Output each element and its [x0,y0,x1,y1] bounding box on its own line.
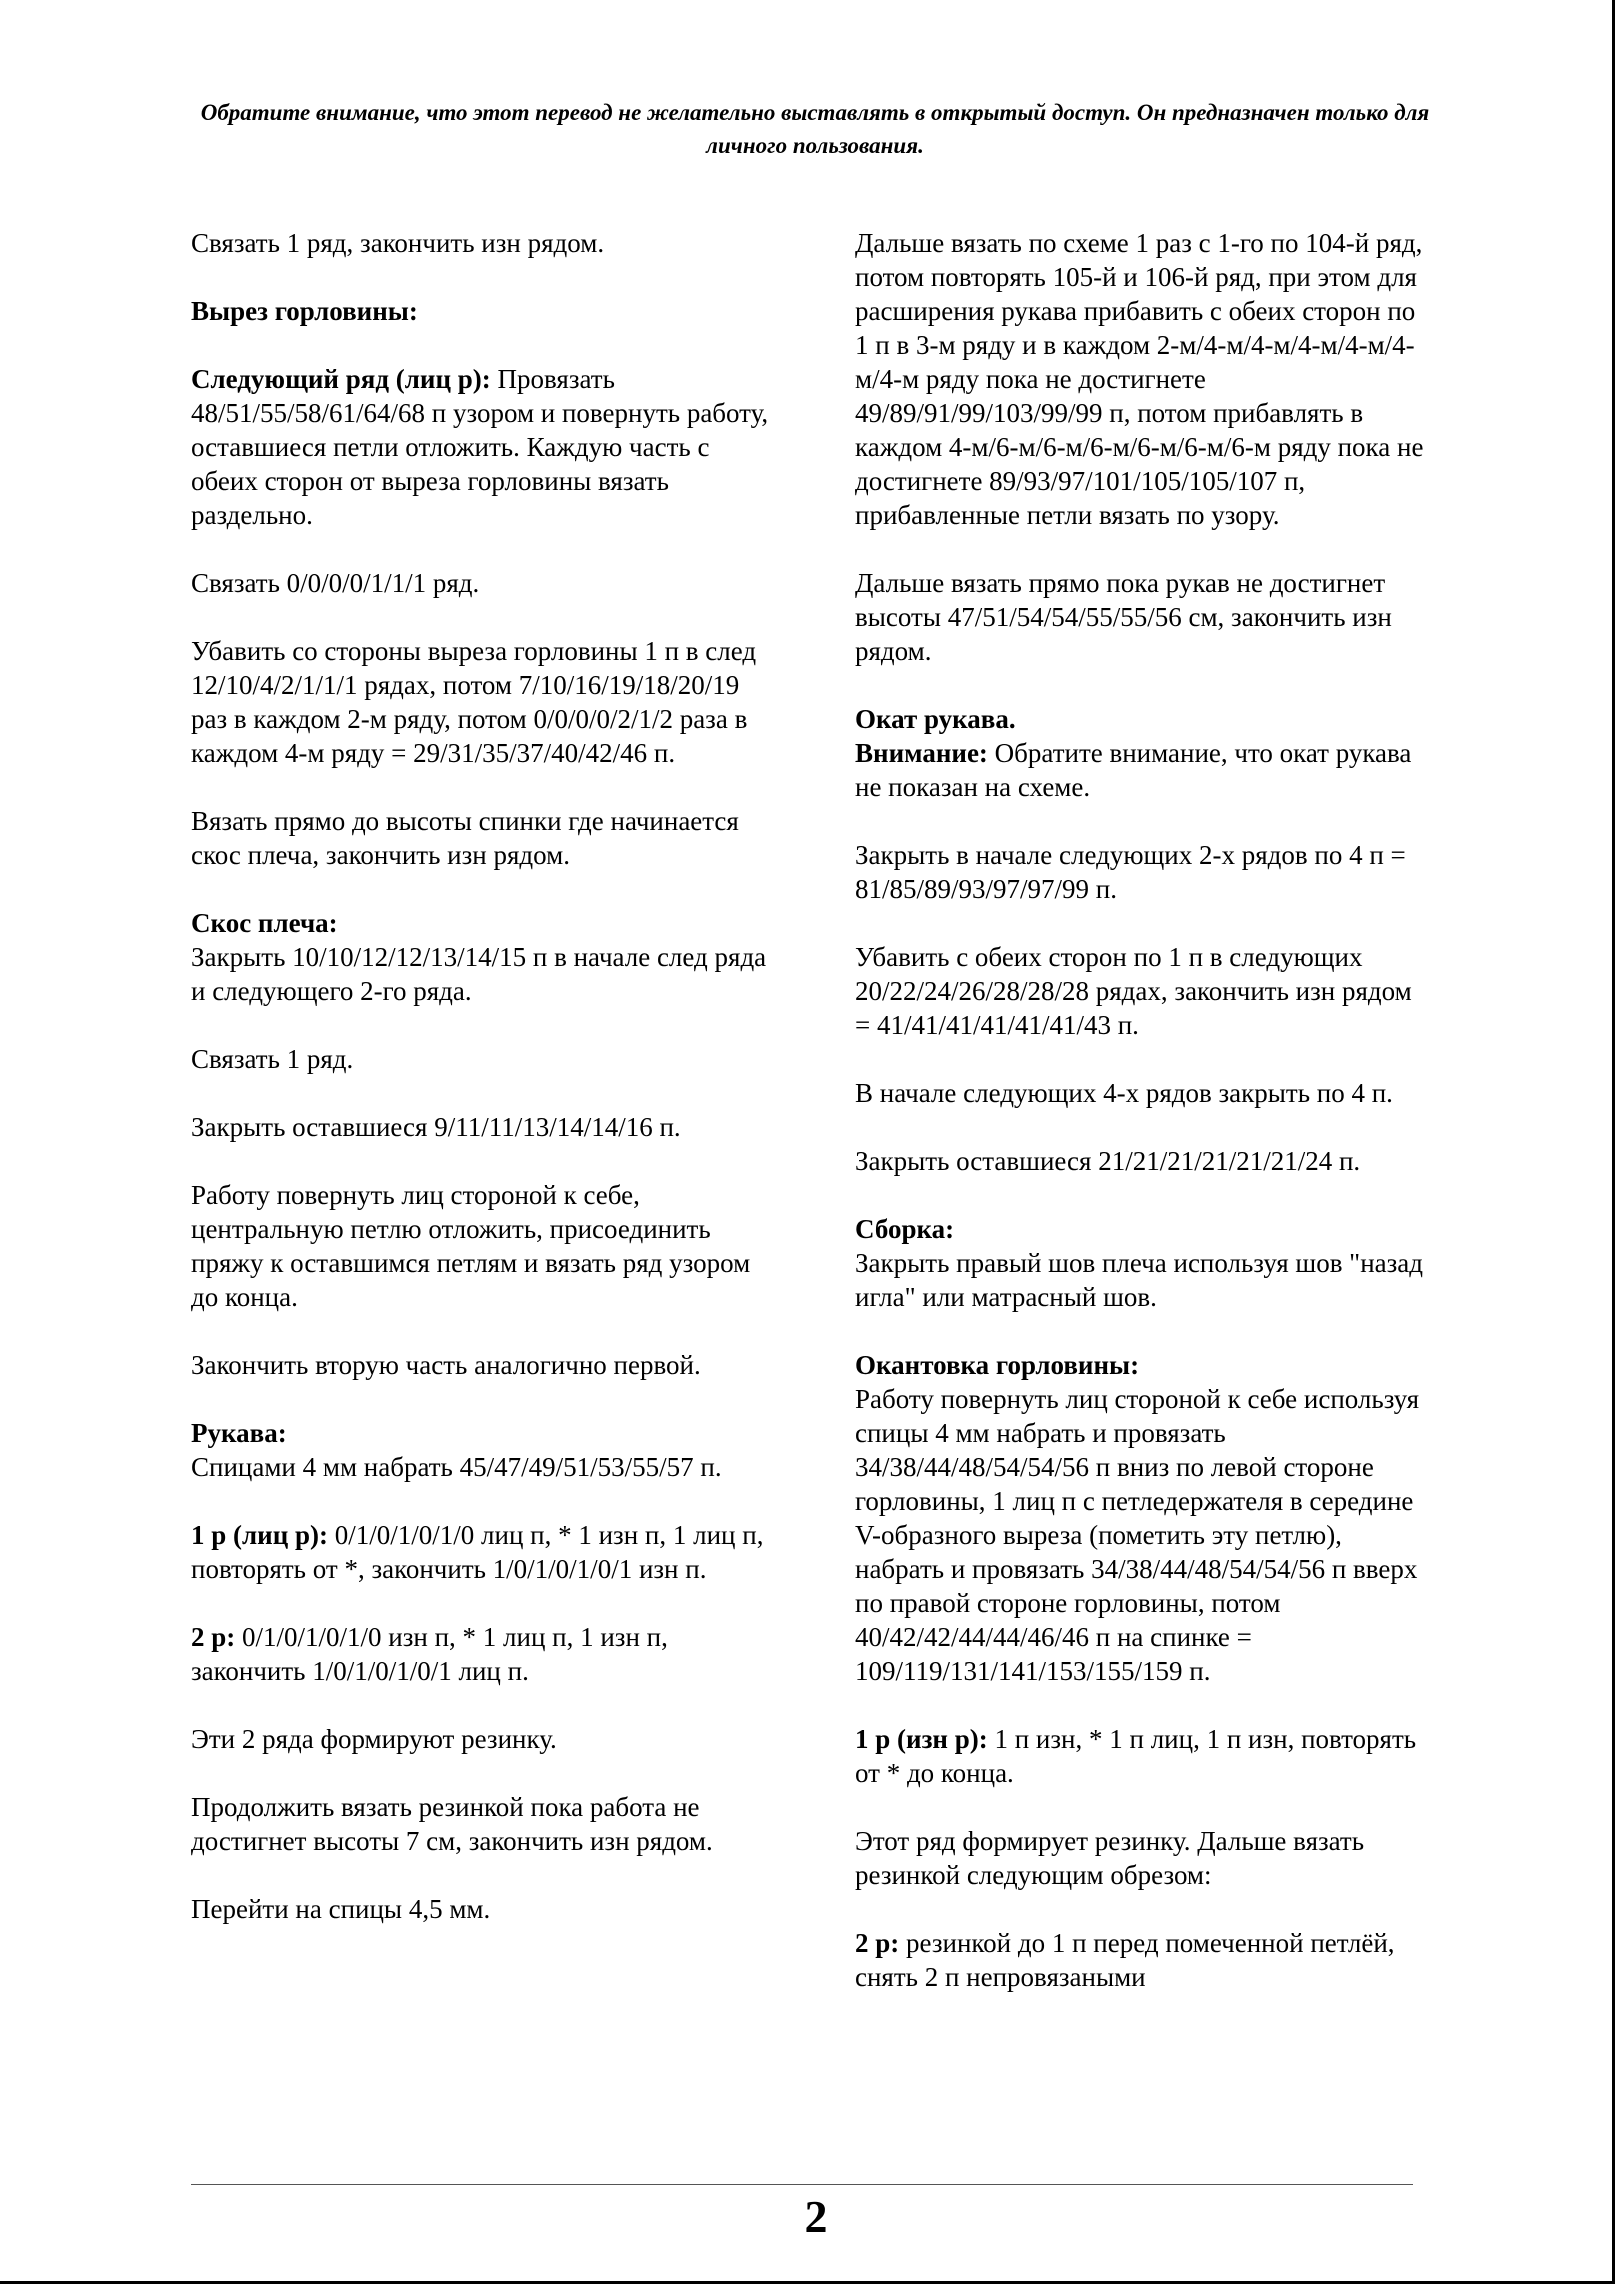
paragraph: 2 р: 0/1/0/1/0/1/0 изн п, * 1 лиц п, 1 изн п, закончить 1/0/1/0/1/0/1 лиц п. [191,1622,668,1686]
paragraph: Вязать прямо до высоты спинки где начинается скос плеча, закончить изн рядом. [191,806,739,870]
section-heading: Вырез горловины: [191,296,418,326]
paragraph: Этот ряд формирует резинку. Дальше вязать резинкой следующим обрезом: [855,1826,1365,1890]
page-number: 2 [804,2191,828,2242]
paragraph: Дальше вязать прямо пока рукав не достигнет высоты 47/51/54/54/55/55/56 см, закончить изн рядом. [855,568,1392,666]
paragraph: В начале следующих 4-х рядов закрыть по 4 п. [855,1078,1393,1108]
paragraph: 2 р: резинкой до 1 п перед помеченной петлёй, снять 2 п непровязаными [855,1928,1395,1992]
paragraph: Окат рукава. Внимание: Обратите внимание, что окат рукава не показан на схеме. [855,704,1412,802]
notice-header: Обратите внимание, что этот перевод не желательно выставлять в открытый доступ. Он предназначен только для личного пользования. [200,100,1430,158]
paragraph: Окантовка горловины: Работу повернуть лиц стороной к себе используя спицы 4 мм набрать и провязать 34/38/44/48/54/54/56 п вниз по левой стороне горловины, 1 лиц п с петледержателя в середине V-образного выреза (пометить эту петлю), набрать и провязать 34/38/44/48/54/54/56 п вверх по правой стороне горловины, потом 40/42/42/44/44/46/46 п на спинке = 109/119/131/141/153/155/159 п. [855,1350,1420,1686]
left-column [191,226,769,1960]
paragraph: Убавить со стороны выреза горловины 1 п в след 12/10/4/2/1/1/1 рядах, потом 7/10/16/19/18/20/19 раз в каждом 2-м ряду, потом 0/0/0/0/2/1/2 раза в каждом 4-м ряду = 29/31/35/37/40/42/46 п. [191,636,757,768]
paragraph: Работу повернуть лиц стороной к себе, центральную петлю отложить, присоединить пряжу к оставшимся петлям и вязать ряд узором до конца. [191,1180,751,1312]
paragraph: Закрыть оставшиеся 9/11/11/13/14/14/16 п. [191,1112,681,1142]
paragraph: Продолжить вязать резинкой пока работа не достигнет высоты 7 см, закончить изн рядом. [191,1792,713,1856]
paragraph: Закончить вторую часть аналогично первой. [191,1350,701,1380]
paragraph: Сборка: Закрыть правый шов плеча используя шов "назад игла" или матрасный шов. [855,1214,1424,1312]
paragraph: Убавить с обеих сторон по 1 п в следующих 20/22/24/26/28/28/28 рядах, закончить изн рядом = 41/41/41/41/41/41/43 п. [855,942,1412,1040]
paragraph: Дальше вязать по схеме 1 раз с 1-го по 104-й ряд, потом повторять 105-й и 106-й ряд, при этом для расширения рукава прибавить с обеих сторон по 1 п в 3-м ряду и в каждом 2-м/4-м/4-м/4-м/4-м/4-м/4-м ряду пока не достигнете 49/89/91/99/103/99/99 п, потом прибавлять в каждом 4-м/6-м/6-м/6-м/6-м/6-м/6-м ряду пока не достигнете 89/93/97/101/105/105/107 п, прибавленные петли вязать по узору. [855,228,1424,530]
paragraph: Рукава: Спицами 4 мм набрать 45/47/49/51/53/55/57 п. [191,1418,722,1482]
paragraph: Скос плеча: Закрыть 10/10/12/12/13/14/15 п в начале след ряда и следующего 2-го ряда. [191,908,767,1006]
paragraph: Закрыть в начале следующих 2-х рядов по 4 п = 81/85/89/93/97/97/99 п. [855,840,1406,904]
paragraph: 1 р (лиц р): 0/1/0/1/0/1/0 лиц п, * 1 изн п, 1 лиц п, повторять от *, закончить 1/0/1/0/1/0/1 изн п. [191,1520,764,1584]
paragraph: Следующий ряд (лиц р): Провязать 48/51/55/58/61/64/68 п узором и повернуть работу, оставшиеся петли отложить. Каждую часть с обеих сторон от выреза горловины вязать раздельно. [191,364,769,530]
paragraph: Связать 1 ряд. [191,1044,354,1074]
right-column [855,226,1430,2028]
paragraph: Перейти на спицы 4,5 мм. [191,1894,491,1924]
paragraph: Связать 1 ряд, закончить изн рядом. [191,228,605,258]
paragraph: Закрыть оставшиеся 21/21/21/21/21/21/24 п. [855,1146,1361,1176]
paragraph: 1 р (изн р): 1 п изн, * 1 п лиц, 1 п изн, повторять от * до конца. [855,1724,1417,1788]
footer-divider [191,2184,1413,2185]
paragraph: Эти 2 ряда формируют резинку. [191,1724,557,1754]
paragraph: Связать 0/0/0/0/1/1/1 ряд. [191,568,480,598]
